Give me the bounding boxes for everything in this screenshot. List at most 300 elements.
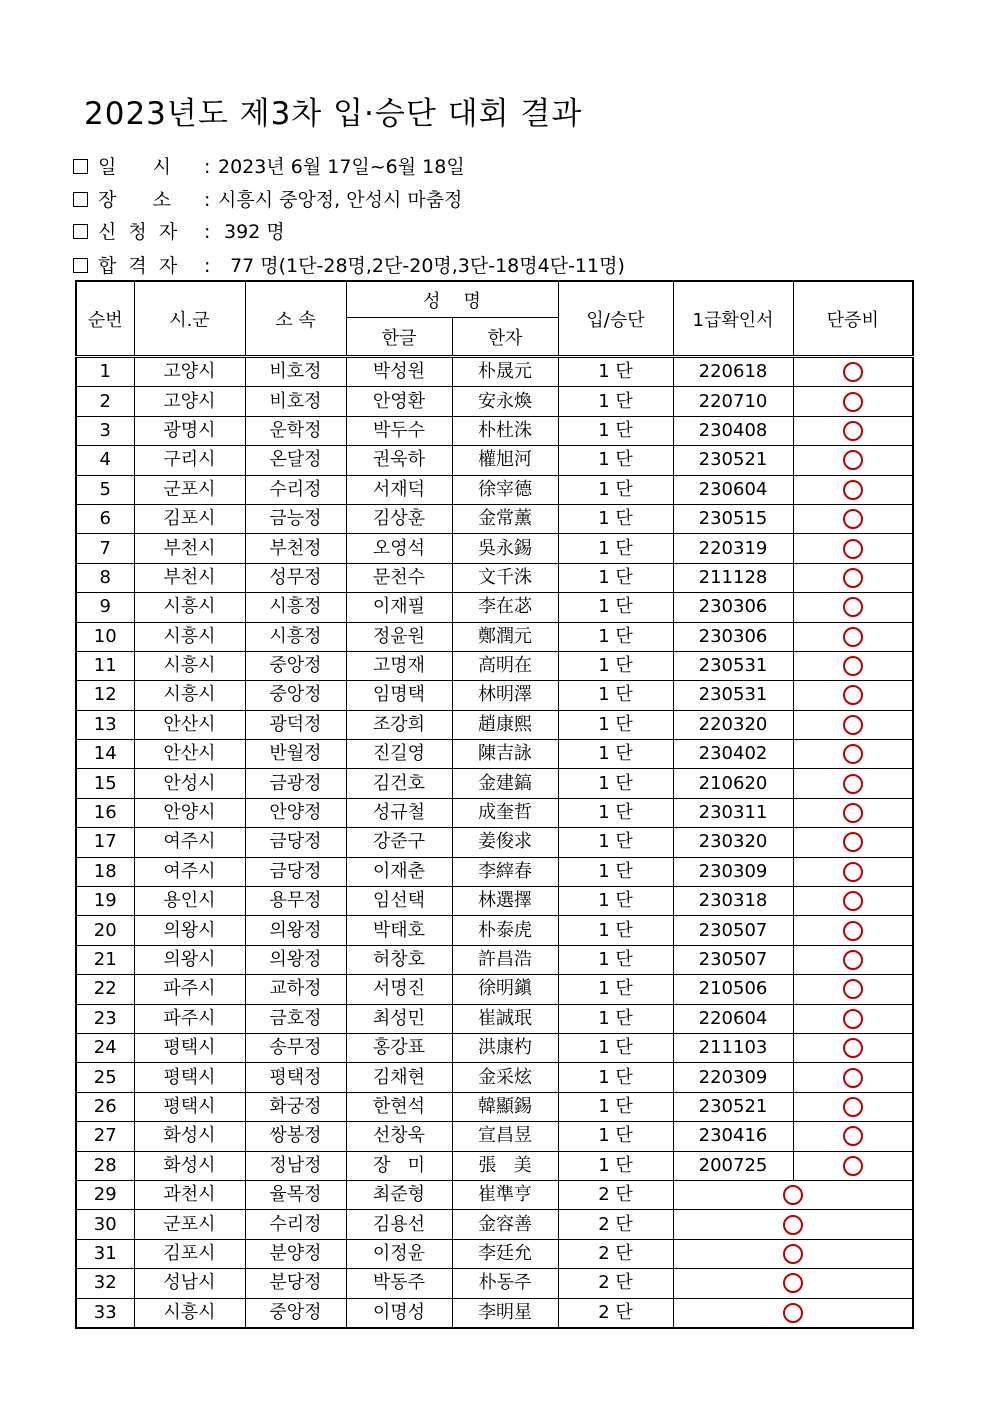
row-number: 26 xyxy=(76,1092,134,1121)
row-club: 운학정 xyxy=(245,416,346,445)
table-row xyxy=(76,622,913,651)
row-club: 정남정 xyxy=(245,1151,346,1180)
header-dan: 입/승단 xyxy=(558,281,673,357)
row-fee xyxy=(673,1210,913,1239)
row-name-hangul: 최성민 xyxy=(346,1004,452,1033)
circle-mark-icon xyxy=(843,862,863,882)
row-club: 교하정 xyxy=(245,975,346,1004)
row-name-hanja: 李廷允 xyxy=(452,1239,558,1268)
row-cert: 230306 xyxy=(673,593,793,622)
circle-mark-icon xyxy=(843,1038,863,1058)
header-cert: 1급확인서 xyxy=(673,281,793,357)
info-passed: 합 격 자 : 77 명(1단-28명,2단-20명,3단-18명4단-11명) xyxy=(73,251,625,278)
row-fee xyxy=(673,1180,913,1209)
table-row xyxy=(76,387,913,416)
row-cert: 230320 xyxy=(673,828,793,857)
table-row xyxy=(76,1004,913,1033)
row-fee xyxy=(793,446,913,475)
info-applicants-label: 신 청 자 xyxy=(98,221,178,243)
row-city: 안산시 xyxy=(134,710,245,739)
row-cert: 200725 xyxy=(673,1151,793,1180)
row-name-hangul: 이정윤 xyxy=(346,1239,452,1268)
table-row xyxy=(76,1180,913,1209)
row-name-hanja: 金采炫 xyxy=(452,1063,558,1092)
row-name-hangul: 김상훈 xyxy=(346,504,452,533)
row-number: 16 xyxy=(76,798,134,827)
table-row xyxy=(76,651,913,680)
table-row xyxy=(76,475,913,504)
circle-mark-icon xyxy=(843,539,863,559)
row-city: 부천시 xyxy=(134,563,245,592)
row-dan: 1 단 xyxy=(558,1004,673,1033)
row-name-hanja: 鄭潤元 xyxy=(452,622,558,651)
row-city: 군포시 xyxy=(134,1210,245,1239)
row-number: 9 xyxy=(76,593,134,622)
info-date-value: 2023년 6월 17일~6월 18일 xyxy=(218,156,465,178)
row-club: 금능정 xyxy=(245,504,346,533)
row-cert: 230521 xyxy=(673,1092,793,1121)
table-row xyxy=(76,1063,913,1092)
row-dan: 1 단 xyxy=(558,1122,673,1151)
circle-mark-icon xyxy=(843,450,863,470)
table-row xyxy=(76,945,913,974)
row-number: 22 xyxy=(76,975,134,1004)
row-club: 부천정 xyxy=(245,534,346,563)
table-row xyxy=(76,710,913,739)
row-name-hangul: 고명재 xyxy=(346,651,452,680)
row-name-hangul: 성규철 xyxy=(346,798,452,827)
row-number: 17 xyxy=(76,828,134,857)
circle-mark-icon xyxy=(843,803,863,823)
row-cert: 220604 xyxy=(673,1004,793,1033)
row-city: 파주시 xyxy=(134,1004,245,1033)
table-row xyxy=(76,563,913,592)
row-name-hanja: 洪康杓 xyxy=(452,1033,558,1062)
row-city: 평택시 xyxy=(134,1033,245,1062)
row-name-hangul: 서재덕 xyxy=(346,475,452,504)
row-dan: 1 단 xyxy=(558,651,673,680)
row-number: 32 xyxy=(76,1269,134,1298)
row-number: 27 xyxy=(76,1122,134,1151)
header-club: 소 속 xyxy=(245,281,346,357)
row-city: 안산시 xyxy=(134,740,245,769)
row-cert: 220618 xyxy=(673,357,793,387)
row-fee xyxy=(793,945,913,974)
header-city: 시.군 xyxy=(134,281,245,357)
circle-mark-icon xyxy=(783,1303,803,1323)
row-number: 20 xyxy=(76,916,134,945)
row-club: 중앙정 xyxy=(245,681,346,710)
row-number: 15 xyxy=(76,769,134,798)
row-fee xyxy=(793,1033,913,1062)
row-name-hanja: 金常薰 xyxy=(452,504,558,533)
row-number: 31 xyxy=(76,1239,134,1268)
row-dan: 1 단 xyxy=(558,1092,673,1121)
row-dan: 1 단 xyxy=(558,857,673,886)
row-city: 구리시 xyxy=(134,446,245,475)
table-row xyxy=(76,1210,913,1239)
row-number: 3 xyxy=(76,416,134,445)
circle-mark-icon xyxy=(783,1215,803,1235)
row-name-hangul: 안영환 xyxy=(346,387,452,416)
row-club: 온달정 xyxy=(245,446,346,475)
results-table xyxy=(75,280,914,1329)
row-name-hangul: 장 미 xyxy=(346,1151,452,1180)
circle-mark-icon xyxy=(843,774,863,794)
circle-mark-icon xyxy=(783,1244,803,1264)
row-name-hanja: 成奎哲 xyxy=(452,798,558,827)
row-name-hanja: 張 美 xyxy=(452,1151,558,1180)
row-name-hanja: 權旭河 xyxy=(452,446,558,475)
row-name-hangul: 한현석 xyxy=(346,1092,452,1121)
row-name-hanja: 朴杜洙 xyxy=(452,416,558,445)
row-fee xyxy=(793,1122,913,1151)
row-number: 30 xyxy=(76,1210,134,1239)
row-city: 의왕시 xyxy=(134,945,245,974)
page-title: 2023년도 제3차 입·승단 대회 결과 xyxy=(84,96,583,132)
circle-mark-icon xyxy=(843,392,863,412)
table-row xyxy=(76,769,913,798)
table-row xyxy=(76,681,913,710)
row-dan: 1 단 xyxy=(558,945,673,974)
table-row xyxy=(76,1122,913,1151)
circle-mark-icon xyxy=(843,480,863,500)
row-city: 평택시 xyxy=(134,1063,245,1092)
row-name-hanja: 朴晟元 xyxy=(452,357,558,387)
circle-mark-icon xyxy=(843,950,863,970)
circle-mark-icon xyxy=(843,1009,863,1029)
row-name-hanja: 金建鎬 xyxy=(452,769,558,798)
table-row xyxy=(76,1298,913,1328)
row-city: 고양시 xyxy=(134,387,245,416)
row-club: 송무정 xyxy=(245,1033,346,1062)
row-fee xyxy=(793,857,913,886)
row-name-hangul: 이명성 xyxy=(346,1298,452,1328)
row-fee xyxy=(793,416,913,445)
row-number: 23 xyxy=(76,1004,134,1033)
row-name-hanja: 林明澤 xyxy=(452,681,558,710)
row-cert: 230515 xyxy=(673,504,793,533)
row-name-hanja: 宣昌昱 xyxy=(452,1122,558,1151)
row-fee xyxy=(793,828,913,857)
row-city: 군포시 xyxy=(134,475,245,504)
table-row xyxy=(76,916,913,945)
row-dan: 1 단 xyxy=(558,534,673,563)
row-dan: 1 단 xyxy=(558,622,673,651)
row-dan: 2 단 xyxy=(558,1298,673,1328)
row-city: 시흥시 xyxy=(134,681,245,710)
row-club: 수리정 xyxy=(245,475,346,504)
checkbox-square-icon xyxy=(73,224,88,239)
circle-mark-icon xyxy=(843,509,863,529)
circle-mark-icon xyxy=(783,1185,803,1205)
row-number: 19 xyxy=(76,887,134,916)
row-city: 안양시 xyxy=(134,798,245,827)
info-date: 일 시 : 2023년 6월 17일~6월 18일 xyxy=(73,152,465,179)
checkbox-square-icon xyxy=(73,258,88,273)
row-cert: 230402 xyxy=(673,740,793,769)
row-name-hangul: 정윤원 xyxy=(346,622,452,651)
row-dan: 1 단 xyxy=(558,1033,673,1062)
row-city: 시흥시 xyxy=(134,593,245,622)
row-name-hangul: 박태호 xyxy=(346,916,452,945)
row-number: 7 xyxy=(76,534,134,563)
row-fee xyxy=(793,1004,913,1033)
row-number: 12 xyxy=(76,681,134,710)
row-name-hanja: 文千洙 xyxy=(452,563,558,592)
row-name-hanja: 徐明鎭 xyxy=(452,975,558,1004)
row-club: 금호정 xyxy=(245,1004,346,1033)
row-number: 2 xyxy=(76,387,134,416)
row-name-hanja: 安永煥 xyxy=(452,387,558,416)
header-hangul: 한글 xyxy=(346,318,452,357)
row-name-hangul: 김채현 xyxy=(346,1063,452,1092)
row-city: 화성시 xyxy=(134,1122,245,1151)
row-fee xyxy=(793,563,913,592)
row-cert: 210506 xyxy=(673,975,793,1004)
row-city: 평택시 xyxy=(134,1092,245,1121)
row-name-hanja: 李明星 xyxy=(452,1298,558,1328)
row-cert: 230531 xyxy=(673,681,793,710)
row-club: 중앙정 xyxy=(245,1298,346,1328)
row-fee xyxy=(793,740,913,769)
row-fee xyxy=(793,1151,913,1180)
row-number: 28 xyxy=(76,1151,134,1180)
row-name-hangul: 박두수 xyxy=(346,416,452,445)
row-number: 5 xyxy=(76,475,134,504)
row-dan: 1 단 xyxy=(558,357,673,387)
row-name-hangul: 임명택 xyxy=(346,681,452,710)
table-row xyxy=(76,828,913,857)
row-dan: 2 단 xyxy=(558,1269,673,1298)
info-passed-label: 합 격 자 xyxy=(98,255,178,277)
row-club: 시흥정 xyxy=(245,622,346,651)
circle-mark-icon xyxy=(843,891,863,911)
row-club: 화궁정 xyxy=(245,1092,346,1121)
row-number: 24 xyxy=(76,1033,134,1062)
row-fee xyxy=(793,681,913,710)
row-cert: 230521 xyxy=(673,446,793,475)
row-name-hangul: 권욱하 xyxy=(346,446,452,475)
row-name-hanja: 崔誠珉 xyxy=(452,1004,558,1033)
row-club: 시흥정 xyxy=(245,593,346,622)
row-name-hangul: 이재춘 xyxy=(346,857,452,886)
row-dan: 1 단 xyxy=(558,416,673,445)
row-dan: 1 단 xyxy=(558,710,673,739)
info-date-label: 일 시 xyxy=(98,156,171,178)
row-fee xyxy=(793,1092,913,1121)
row-club: 금당정 xyxy=(245,828,346,857)
row-number: 1 xyxy=(76,357,134,387)
row-name-hanja: 姜俊求 xyxy=(452,828,558,857)
row-number: 4 xyxy=(76,446,134,475)
row-name-hanja: 林選擇 xyxy=(452,887,558,916)
row-fee xyxy=(793,475,913,504)
row-cert: 220320 xyxy=(673,710,793,739)
circle-mark-icon xyxy=(843,656,863,676)
row-club: 평택정 xyxy=(245,1063,346,1092)
row-cert: 230306 xyxy=(673,622,793,651)
table-row xyxy=(76,504,913,533)
row-name-hangul: 홍강표 xyxy=(346,1033,452,1062)
row-number: 33 xyxy=(76,1298,134,1328)
row-name-hangul: 선창욱 xyxy=(346,1122,452,1151)
row-fee xyxy=(793,593,913,622)
row-dan: 1 단 xyxy=(558,593,673,622)
table-row xyxy=(76,740,913,769)
row-name-hanja: 崔準亨 xyxy=(452,1180,558,1209)
circle-mark-icon xyxy=(843,744,863,764)
row-name-hanja: 吳永錫 xyxy=(452,534,558,563)
row-number: 21 xyxy=(76,945,134,974)
row-club: 용무정 xyxy=(245,887,346,916)
row-dan: 1 단 xyxy=(558,1063,673,1092)
row-name-hanja: 高明在 xyxy=(452,651,558,680)
info-place-label: 장 소 xyxy=(98,189,171,211)
row-city: 성남시 xyxy=(134,1269,245,1298)
row-city: 시흥시 xyxy=(134,1298,245,1328)
row-dan: 1 단 xyxy=(558,1151,673,1180)
row-dan: 1 단 xyxy=(558,828,673,857)
row-dan: 2 단 xyxy=(558,1239,673,1268)
row-dan: 1 단 xyxy=(558,681,673,710)
row-city: 용인시 xyxy=(134,887,245,916)
row-city: 여주시 xyxy=(134,828,245,857)
table-row xyxy=(76,1092,913,1121)
row-club: 안양정 xyxy=(245,798,346,827)
table-row xyxy=(76,416,913,445)
row-club: 율목정 xyxy=(245,1180,346,1209)
row-dan: 1 단 xyxy=(558,769,673,798)
row-number: 29 xyxy=(76,1180,134,1209)
circle-mark-icon xyxy=(843,979,863,999)
row-cert: 211103 xyxy=(673,1033,793,1062)
circle-mark-icon xyxy=(843,832,863,852)
row-city: 과천시 xyxy=(134,1180,245,1209)
table-row xyxy=(76,446,913,475)
row-number: 25 xyxy=(76,1063,134,1092)
row-cert: 211128 xyxy=(673,563,793,592)
row-number: 10 xyxy=(76,622,134,651)
header-name: 성 명 xyxy=(346,281,558,318)
table-row xyxy=(76,975,913,1004)
row-dan: 1 단 xyxy=(558,887,673,916)
row-fee xyxy=(793,769,913,798)
table-row xyxy=(76,534,913,563)
row-club: 의왕정 xyxy=(245,916,346,945)
row-fee xyxy=(793,916,913,945)
row-cert: 230531 xyxy=(673,651,793,680)
row-cert: 220710 xyxy=(673,387,793,416)
table-row xyxy=(76,357,913,387)
row-fee xyxy=(793,504,913,533)
info-passed-value: 77 명(1단-28명,2단-20명,3단-18명4단-11명) xyxy=(218,255,625,277)
row-city: 파주시 xyxy=(134,975,245,1004)
circle-mark-icon xyxy=(843,1068,863,1088)
row-city: 화성시 xyxy=(134,1151,245,1180)
row-dan: 1 단 xyxy=(558,475,673,504)
row-dan: 2 단 xyxy=(558,1180,673,1209)
row-city: 김포시 xyxy=(134,504,245,533)
row-club: 비호정 xyxy=(245,387,346,416)
row-dan: 1 단 xyxy=(558,563,673,592)
row-name-hangul: 강준구 xyxy=(346,828,452,857)
row-cert: 230408 xyxy=(673,416,793,445)
row-number: 13 xyxy=(76,710,134,739)
info-applicants: 신 청 자 : 392 명 xyxy=(73,217,285,244)
row-name-hangul: 박동주 xyxy=(346,1269,452,1298)
row-dan: 1 단 xyxy=(558,916,673,945)
header-fee: 단증비 xyxy=(793,281,913,357)
row-name-hangul: 김건호 xyxy=(346,769,452,798)
row-club: 반월정 xyxy=(245,740,346,769)
row-club: 중앙정 xyxy=(245,651,346,680)
row-city: 부천시 xyxy=(134,534,245,563)
row-name-hangul: 서명진 xyxy=(346,975,452,1004)
row-cert: 230318 xyxy=(673,887,793,916)
row-name-hangul: 최준형 xyxy=(346,1180,452,1209)
info-place-value: 시흥시 중앙정, 안성시 마춤정 xyxy=(218,189,463,211)
row-name-hanja: 朴泰虎 xyxy=(452,916,558,945)
row-fee xyxy=(793,798,913,827)
row-cert: 210620 xyxy=(673,769,793,798)
header-no: 순번 xyxy=(76,281,134,357)
row-club: 금광정 xyxy=(245,769,346,798)
row-fee xyxy=(673,1269,913,1298)
row-name-hangul: 김용선 xyxy=(346,1210,452,1239)
row-cert: 230311 xyxy=(673,798,793,827)
circle-mark-icon xyxy=(843,362,863,382)
circle-mark-icon xyxy=(783,1273,803,1293)
row-fee xyxy=(793,357,913,387)
table-row xyxy=(76,1033,913,1062)
circle-mark-icon xyxy=(843,1156,863,1176)
checkbox-square-icon xyxy=(73,192,88,207)
row-club: 의왕정 xyxy=(245,945,346,974)
row-name-hanja: 陳吉詠 xyxy=(452,740,558,769)
info-place: 장 소 : 시흥시 중앙정, 안성시 마춤정 xyxy=(73,185,462,212)
row-city: 김포시 xyxy=(134,1239,245,1268)
row-name-hangul: 조강희 xyxy=(346,710,452,739)
row-fee xyxy=(793,975,913,1004)
row-dan: 1 단 xyxy=(558,798,673,827)
row-fee xyxy=(793,651,913,680)
row-club: 광덕정 xyxy=(245,710,346,739)
row-name-hangul: 이재필 xyxy=(346,593,452,622)
row-fee xyxy=(673,1239,913,1268)
circle-mark-icon xyxy=(843,568,863,588)
circle-mark-icon xyxy=(843,627,863,647)
row-number: 18 xyxy=(76,857,134,886)
row-dan: 1 단 xyxy=(558,504,673,533)
row-city: 시흥시 xyxy=(134,651,245,680)
row-number: 8 xyxy=(76,563,134,592)
row-number: 14 xyxy=(76,740,134,769)
row-dan: 1 단 xyxy=(558,975,673,1004)
row-name-hangul: 박성원 xyxy=(346,357,452,387)
row-fee xyxy=(793,387,913,416)
row-fee xyxy=(793,534,913,563)
row-city: 안성시 xyxy=(134,769,245,798)
row-name-hanja: 李在苾 xyxy=(452,593,558,622)
header-hanja: 한자 xyxy=(452,318,558,357)
circle-mark-icon xyxy=(843,421,863,441)
row-name-hangul: 문천수 xyxy=(346,563,452,592)
row-fee xyxy=(793,622,913,651)
row-club: 성무정 xyxy=(245,563,346,592)
row-fee xyxy=(793,710,913,739)
circle-mark-icon xyxy=(843,715,863,735)
